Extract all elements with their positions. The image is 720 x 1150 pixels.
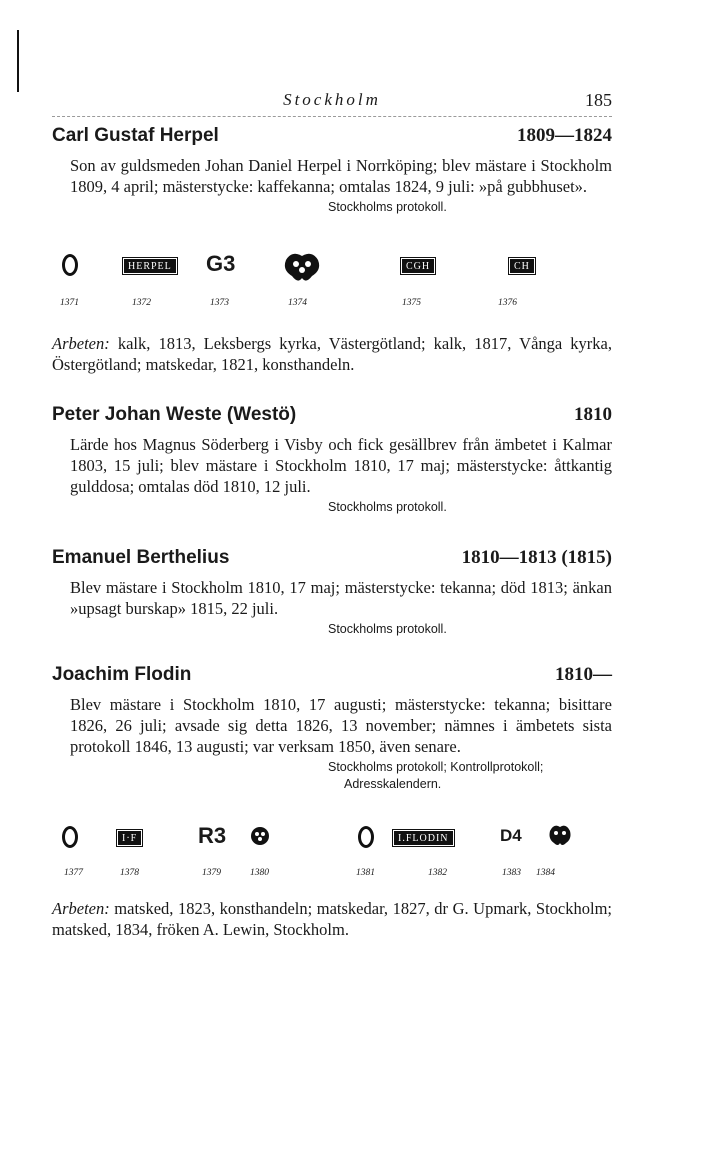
mark-stamp: G3 bbox=[206, 251, 236, 276]
source-line: Adresskalendern. bbox=[344, 777, 442, 791]
mark-number: 1374 bbox=[288, 298, 307, 308]
entry-body bbox=[52, 434, 612, 497]
arbeten-body: matsked, 1823, konsthandeln; matskedar, 1827, dr G. Upmark, Stockholm; matsked, 1834, fröken A. Lewin, Stockholm. bbox=[52, 899, 612, 939]
mark-stamp: CH bbox=[510, 259, 534, 273]
marks-herpel bbox=[52, 248, 612, 310]
entry-flodin bbox=[52, 664, 612, 793]
mark-stamp: CGH bbox=[402, 259, 434, 273]
entry-body bbox=[52, 577, 612, 619]
entry-name: Carl Gustaf Herpel bbox=[52, 125, 219, 146]
crowned-rosette-mark-icon bbox=[548, 823, 572, 847]
entry-name: Emanuel Berthelius bbox=[52, 547, 230, 568]
entry-source bbox=[328, 759, 612, 793]
mark-number: 1380 bbox=[250, 868, 269, 878]
mark-number: 1371 bbox=[60, 298, 79, 308]
entry-header bbox=[52, 547, 612, 577]
source-line: Stockholms protokoll; Kontrollprotokoll; bbox=[328, 760, 544, 774]
entry-berthelius bbox=[52, 547, 612, 638]
margin-bar bbox=[17, 30, 19, 92]
mark-number: 1381 bbox=[356, 868, 375, 878]
running-head bbox=[52, 90, 612, 114]
oval-mark-icon bbox=[358, 826, 374, 848]
entry-dates: 1810 bbox=[574, 404, 612, 425]
rosette-mark-icon bbox=[250, 826, 270, 846]
entry-herpel bbox=[52, 125, 612, 216]
entry-flodin-arbeten bbox=[52, 898, 612, 940]
mark-stamp: D4 bbox=[500, 826, 522, 845]
mark-number: 1376 bbox=[498, 298, 517, 308]
entry-body-text: Blev mästare i Stockholm 1810, 17 maj; mästerstycke: tekanna; död 1813; änkan »upsagt burskap» 1815, 22 juli. bbox=[70, 578, 612, 618]
entry-header bbox=[52, 125, 612, 155]
entry-body bbox=[52, 155, 612, 197]
mark-stamp: HERPEL bbox=[124, 259, 176, 273]
mark-number: 1382 bbox=[428, 868, 447, 878]
entry-weste bbox=[52, 404, 612, 516]
mark-number: 1379 bbox=[202, 868, 221, 878]
header-rule bbox=[52, 116, 612, 117]
oval-mark-icon bbox=[62, 826, 78, 848]
entry-source: Stockholms protokoll. bbox=[328, 622, 447, 636]
entry-body-text: Son av guldsmeden Johan Daniel Herpel i Norrköping; blev mästare i Stockholm 1809, 4 april; mästerstycke: kaffekanna; omtalas 1824, 9 juli: »på gubbhuset». bbox=[70, 156, 612, 196]
entry-body-text: Lärde hos Magnus Söderberg i Visby och fick gesällbrev från ämbetet i Kalmar 1803, 15 juli; blev mästare i Stockholm 1810, 17 maj; mästerstycke: åttkantig gulddosa; omtalas död 1810, 12 juli. bbox=[70, 435, 612, 496]
mark-stamp: I·F bbox=[118, 831, 141, 845]
entry-dates: 1810—1813 (1815) bbox=[461, 547, 612, 568]
mark-number: 1372 bbox=[132, 298, 151, 308]
entry-header bbox=[52, 664, 612, 694]
running-title: Stockholm bbox=[283, 90, 381, 109]
entry-herpel-arbeten bbox=[52, 333, 612, 375]
entry-header bbox=[52, 404, 612, 434]
arbeten-lead: Arbeten: bbox=[52, 334, 110, 353]
mark-stamp: I.FLODIN bbox=[394, 831, 453, 845]
entry-body-text: Blev mästare i Stockholm 1810, 17 augusti; mästerstycke: tekanna; bisittare 1826, 26 juli; avsade sig detta 1826, 13 november; nämnes i ämbetets sista protokoll 1846, 13 augusti; var verksam 1850, även senare. bbox=[70, 695, 612, 756]
arbeten-text bbox=[52, 333, 612, 375]
mark-number: 1375 bbox=[402, 298, 421, 308]
entry-source: Stockholms protokoll. bbox=[328, 500, 447, 514]
oval-mark-icon bbox=[62, 254, 78, 276]
entry-name: Joachim Flodin bbox=[52, 664, 192, 685]
mark-number: 1378 bbox=[120, 868, 139, 878]
page-number: 185 bbox=[585, 90, 612, 110]
entry-dates: 1810— bbox=[555, 664, 612, 685]
crowned-rosette-mark-icon bbox=[282, 250, 322, 284]
arbeten-lead: Arbeten: bbox=[52, 899, 110, 918]
entry-body bbox=[52, 694, 612, 757]
entry-dates: 1809—1824 bbox=[517, 125, 612, 146]
marks-flodin bbox=[52, 820, 612, 882]
arbeten-body: kalk, 1813, Leksbergs kyrka, Västergötland; kalk, 1817, Vånga kyrka, Östergötland; matskedar, 1821, konsthandeln. bbox=[52, 334, 613, 374]
arbeten-text bbox=[52, 898, 612, 940]
mark-number: 1383 bbox=[502, 868, 521, 878]
entry-name: Peter Johan Weste (Westö) bbox=[52, 404, 297, 425]
mark-number: 1377 bbox=[64, 868, 83, 878]
mark-stamp: R3 bbox=[198, 823, 227, 848]
entry-source: Stockholms protokoll. bbox=[328, 200, 447, 214]
mark-number: 1373 bbox=[210, 298, 229, 308]
mark-number: 1384 bbox=[536, 868, 555, 878]
